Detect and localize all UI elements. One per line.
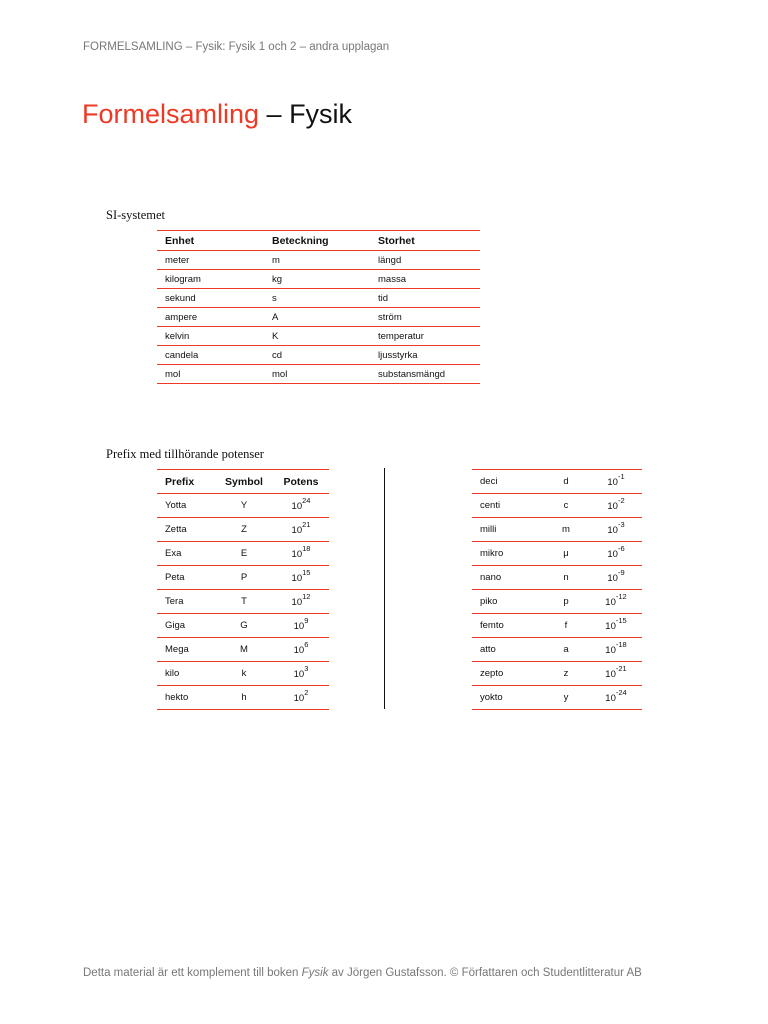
si-table-row <box>157 289 480 308</box>
prefix-row-small <box>472 638 642 662</box>
prefix-power <box>273 662 329 686</box>
power-exponent: -12 <box>615 592 627 602</box>
prefix-row-large <box>157 590 329 614</box>
prefix-name: deci <box>472 470 542 494</box>
si-quantity: längd <box>370 251 480 270</box>
power-base: 10 <box>293 669 305 681</box>
prefix-power <box>273 518 329 542</box>
footer-text-after: av Jörgen Gustafsson. © Författaren och Studentlitteratur AB <box>328 967 642 979</box>
prefix-symbol: k <box>215 662 273 686</box>
prefix-row-small <box>472 566 642 590</box>
page-footer <box>83 967 642 979</box>
power-exponent: -18 <box>615 640 627 650</box>
power-base: 10 <box>293 645 305 657</box>
power-base: 10 <box>291 597 303 609</box>
prefix-name: nano <box>472 566 542 590</box>
power-exponent: 24 <box>302 496 311 506</box>
si-table-row <box>157 327 480 346</box>
prefix-name: yokto <box>472 686 542 710</box>
si-quantity: temperatur <box>370 327 480 346</box>
prefix-power <box>590 590 642 614</box>
power-exponent: -6 <box>617 544 625 554</box>
power-exponent: 18 <box>302 544 311 554</box>
prefix-power <box>590 686 642 710</box>
si-table-row <box>157 308 480 327</box>
si-table-row <box>157 251 480 270</box>
power-exponent: -1 <box>617 472 625 482</box>
prefix-name: kilo <box>157 662 215 686</box>
prefix-col-prefix: Prefix <box>157 470 215 494</box>
si-unit-symbol: kg <box>264 270 370 289</box>
si-col-beteckning: Beteckning <box>264 231 370 251</box>
prefix-row-large <box>157 566 329 590</box>
prefix-symbol: p <box>542 590 590 614</box>
prefix-name: piko <box>472 590 542 614</box>
prefix-name: atto <box>472 638 542 662</box>
power-exponent: -24 <box>615 688 627 698</box>
prefix-row-small <box>472 542 642 566</box>
prefix-symbol: m <box>542 518 590 542</box>
prefix-name: hekto <box>157 686 215 710</box>
prefix-symbol: f <box>542 614 590 638</box>
power-base: 10 <box>291 549 303 561</box>
prefix-table-small <box>472 469 642 710</box>
prefix-name: Mega <box>157 638 215 662</box>
power-exponent: -3 <box>617 520 625 530</box>
prefix-col-potens: Potens <box>273 470 329 494</box>
si-unit-symbol: K <box>264 327 370 346</box>
title-accent: Formelsamling <box>82 99 260 129</box>
prefix-row-large <box>157 542 329 566</box>
si-table-row <box>157 346 480 365</box>
prefix-power <box>590 494 642 518</box>
page-title <box>82 99 352 130</box>
si-unit-name: mol <box>157 365 264 384</box>
power-exponent: -15 <box>615 616 627 626</box>
prefix-heading: Prefix med tillhörande potenser <box>106 447 264 461</box>
power-base: 10 <box>291 501 303 513</box>
prefix-header-row <box>157 470 329 494</box>
si-header-row <box>157 231 480 251</box>
si-unit-symbol: s <box>264 289 370 308</box>
power-exponent: -9 <box>617 568 625 578</box>
power-base: 10 <box>605 621 616 633</box>
si-unit-symbol: mol <box>264 365 370 384</box>
prefix-power <box>590 566 642 590</box>
prefix-power <box>273 494 329 518</box>
power-base: 10 <box>293 621 305 633</box>
prefix-name: Exa <box>157 542 215 566</box>
prefix-symbol: E <box>215 542 273 566</box>
prefix-col-symbol: Symbol <box>215 470 273 494</box>
prefix-symbol: μ <box>542 542 590 566</box>
si-quantity: ström <box>370 308 480 327</box>
prefix-row-large <box>157 686 329 710</box>
prefix-name: milli <box>472 518 542 542</box>
prefix-symbol: n <box>542 566 590 590</box>
prefix-power <box>273 614 329 638</box>
power-base: 10 <box>607 501 618 513</box>
prefix-symbol: T <box>215 590 273 614</box>
prefix-symbol: Y <box>215 494 273 518</box>
prefix-power <box>590 662 642 686</box>
prefix-row-large <box>157 662 329 686</box>
prefix-row-small <box>472 518 642 542</box>
prefix-symbol: h <box>215 686 273 710</box>
prefix-power <box>590 638 642 662</box>
prefix-table-small-body <box>472 470 642 710</box>
prefix-row-small <box>472 662 642 686</box>
prefix-table-large-body <box>157 494 329 710</box>
si-quantity: ljusstyrka <box>370 346 480 365</box>
prefix-row-large <box>157 494 329 518</box>
prefix-name: Tera <box>157 590 215 614</box>
prefix-symbol: d <box>542 470 590 494</box>
prefix-row-large <box>157 614 329 638</box>
prefix-row-large <box>157 638 329 662</box>
power-exponent: -2 <box>617 496 625 506</box>
prefix-name: zepto <box>472 662 542 686</box>
power-exponent: 9 <box>304 616 309 626</box>
si-unit-name: kelvin <box>157 327 264 346</box>
power-exponent: 6 <box>304 640 309 650</box>
si-quantity: massa <box>370 270 480 289</box>
power-base: 10 <box>607 549 618 561</box>
power-base: 10 <box>605 669 616 681</box>
prefix-symbol: y <box>542 686 590 710</box>
prefix-symbol: M <box>215 638 273 662</box>
si-col-storhet: Storhet <box>370 231 480 251</box>
si-quantity: tid <box>370 289 480 308</box>
prefix-symbol: G <box>215 614 273 638</box>
si-unit-name: candela <box>157 346 264 365</box>
prefix-power <box>273 590 329 614</box>
power-base: 10 <box>607 525 618 537</box>
prefix-table-large <box>157 469 329 710</box>
power-base: 10 <box>605 645 616 657</box>
power-exponent: 3 <box>304 664 309 674</box>
column-divider <box>384 468 385 709</box>
power-exponent: 21 <box>302 520 311 530</box>
si-unit-symbol: cd <box>264 346 370 365</box>
prefix-power <box>590 614 642 638</box>
prefix-row-small <box>472 614 642 638</box>
si-unit-name: sekund <box>157 289 264 308</box>
prefix-name: femto <box>472 614 542 638</box>
si-unit-name: kilogram <box>157 270 264 289</box>
power-base: 10 <box>605 693 616 705</box>
prefix-name: Giga <box>157 614 215 638</box>
prefix-power <box>273 566 329 590</box>
prefix-name: Yotta <box>157 494 215 518</box>
si-table-body <box>157 251 480 384</box>
power-exponent: 2 <box>304 688 309 698</box>
power-exponent: 15 <box>302 568 311 578</box>
prefix-name: mikro <box>472 542 542 566</box>
prefix-power <box>590 542 642 566</box>
power-base: 10 <box>291 525 303 537</box>
si-col-enhet: Enhet <box>157 231 264 251</box>
power-base: 10 <box>291 573 303 585</box>
power-base: 10 <box>607 573 618 585</box>
prefix-name: Peta <box>157 566 215 590</box>
prefix-symbol: a <box>542 638 590 662</box>
power-base: 10 <box>605 597 616 609</box>
prefix-power <box>590 470 642 494</box>
prefix-name: centi <box>472 494 542 518</box>
si-unit-name: meter <box>157 251 264 270</box>
prefix-name: Zetta <box>157 518 215 542</box>
power-exponent: 12 <box>302 592 311 602</box>
prefix-symbol: Z <box>215 518 273 542</box>
si-table-row <box>157 270 480 289</box>
si-unit-symbol: m <box>264 251 370 270</box>
prefix-symbol: c <box>542 494 590 518</box>
prefix-row-small <box>472 686 642 710</box>
prefix-symbol: z <box>542 662 590 686</box>
prefix-row-small <box>472 494 642 518</box>
prefix-power <box>273 686 329 710</box>
si-table <box>157 230 480 384</box>
si-table-row <box>157 365 480 384</box>
title-rest: – Fysik <box>259 99 353 129</box>
prefix-symbol: P <box>215 566 273 590</box>
prefix-row-small <box>472 590 642 614</box>
si-heading: SI-systemet <box>106 208 166 222</box>
si-quantity: substansmängd <box>370 365 480 384</box>
page-header: FORMELSAMLING – Fysik: Fysik 1 och 2 – andra upplagan <box>83 41 390 53</box>
si-unit-name: ampere <box>157 308 264 327</box>
prefix-row-large <box>157 518 329 542</box>
prefix-power <box>590 518 642 542</box>
si-unit-symbol: A <box>264 308 370 327</box>
power-base: 10 <box>607 477 618 489</box>
power-exponent: -21 <box>615 664 627 674</box>
prefix-power <box>273 638 329 662</box>
power-base: 10 <box>293 693 305 705</box>
prefix-power <box>273 542 329 566</box>
footer-book-title: Fysik <box>301 967 329 979</box>
footer-text-before: Detta material är ett komplement till boken <box>83 967 302 979</box>
prefix-row-small <box>472 470 642 494</box>
